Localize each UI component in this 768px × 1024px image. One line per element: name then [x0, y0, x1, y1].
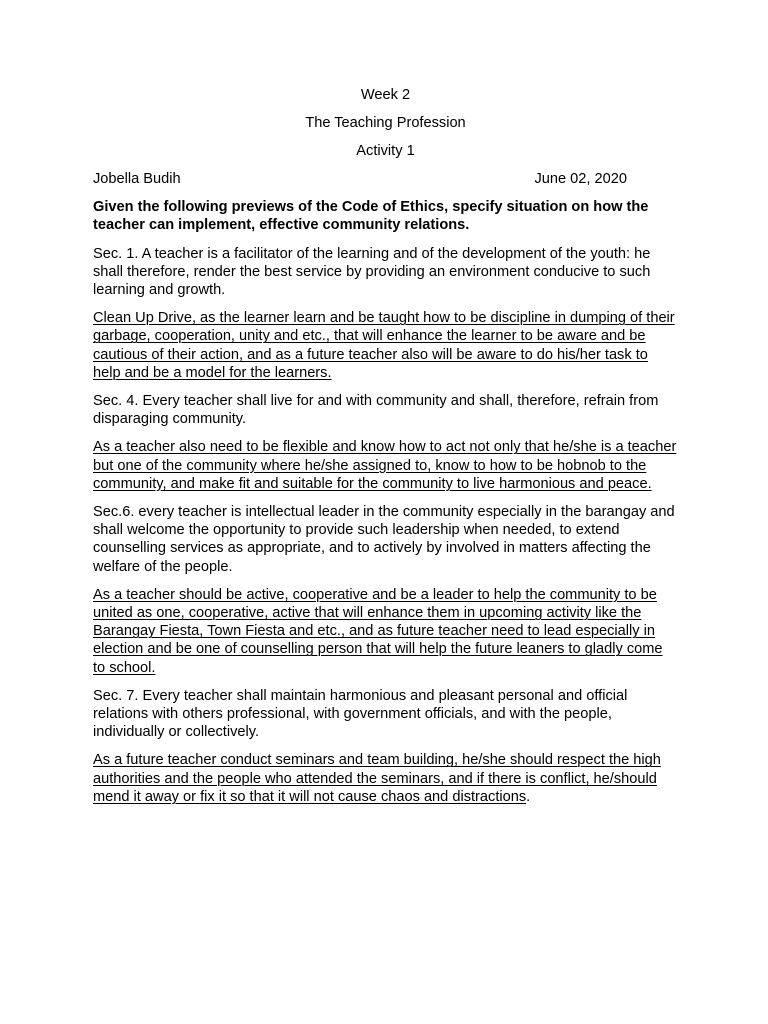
section-1-text: Sec. 1. A teacher is a facilitator of the learning and of the development of the youth: he shall therefore, render the best service by providing an environment conducive to such learning and growth.	[93, 245, 651, 299]
section-4-answer	[93, 438, 678, 493]
section-4-answer-text: As a teacher also need to be flexible and know how to act not only that he/she is a teacher but one of the community where he/she assigned to, know to how to be hobnob to the community, and make fit and suitable for the community to live harmonious and peace.	[93, 439, 677, 492]
document-page	[93, 86, 678, 806]
section-7-answer-text: As a future teacher conduct seminars and team building, he/she should respect the high authorities and the people who attended the seminars, and if there is conflict, he/should mend it away or fix it so that it will not cause chaos and distractions	[93, 752, 661, 805]
section-6-text: Sec.6. every teacher is intellectual leader in the community especially in the barangay and shall welcome the opportunity to provide such leadership when needed, to extend counselling services as appropriate, and to actively by involved in matters affecting the welfare of the people.	[93, 504, 675, 575]
author-date-row	[93, 170, 678, 188]
section-6-answer-text: As a teacher should be active, cooperative and be a leader to help the community to be united as one, cooperative, active that will enhance them in upcoming activity like the Barangay Fiesta, Town Fiesta and etc., and as future teacher need to lead especially in election and be one of counselling person that will help the future leaners to gladly come to school.	[93, 586, 663, 676]
instruction-text: Given the following previews of the Code of Ethics, specify situation on how the teacher can implement, effective community relations.	[93, 199, 649, 234]
section-4-text: Sec. 4. Every teacher shall live for and with community and shall, therefore, refrain from disparaging community.	[93, 393, 659, 428]
activity-heading: Activity 1	[356, 143, 415, 159]
section-7-text: Sec. 7. Every teacher shall maintain harmonious and pleasant personal and official relations with others professional, with government officials, and with the people, individually or collectively.	[93, 687, 628, 741]
section-7-answer	[93, 751, 678, 806]
section-6-answer	[93, 586, 678, 677]
author-name: Jobella Budih	[93, 171, 181, 187]
section-1-answer-text: Clean Up Drive, as the learner learn and be taught how to be discipline in dumping of their garbage, cooperation, unity and etc., that will enhance the learner to be aware and be cautious of their action, and as a future teacher also will be aware to do his/her task to help and be a model for the learners.	[93, 310, 675, 381]
section-7-answer-tail: .	[526, 788, 531, 805]
document-date: June 02, 2020	[534, 171, 627, 187]
week-heading: Week 2	[360, 87, 411, 103]
section-1-answer	[93, 309, 678, 382]
subject-heading: The Teaching Profession	[305, 115, 466, 131]
